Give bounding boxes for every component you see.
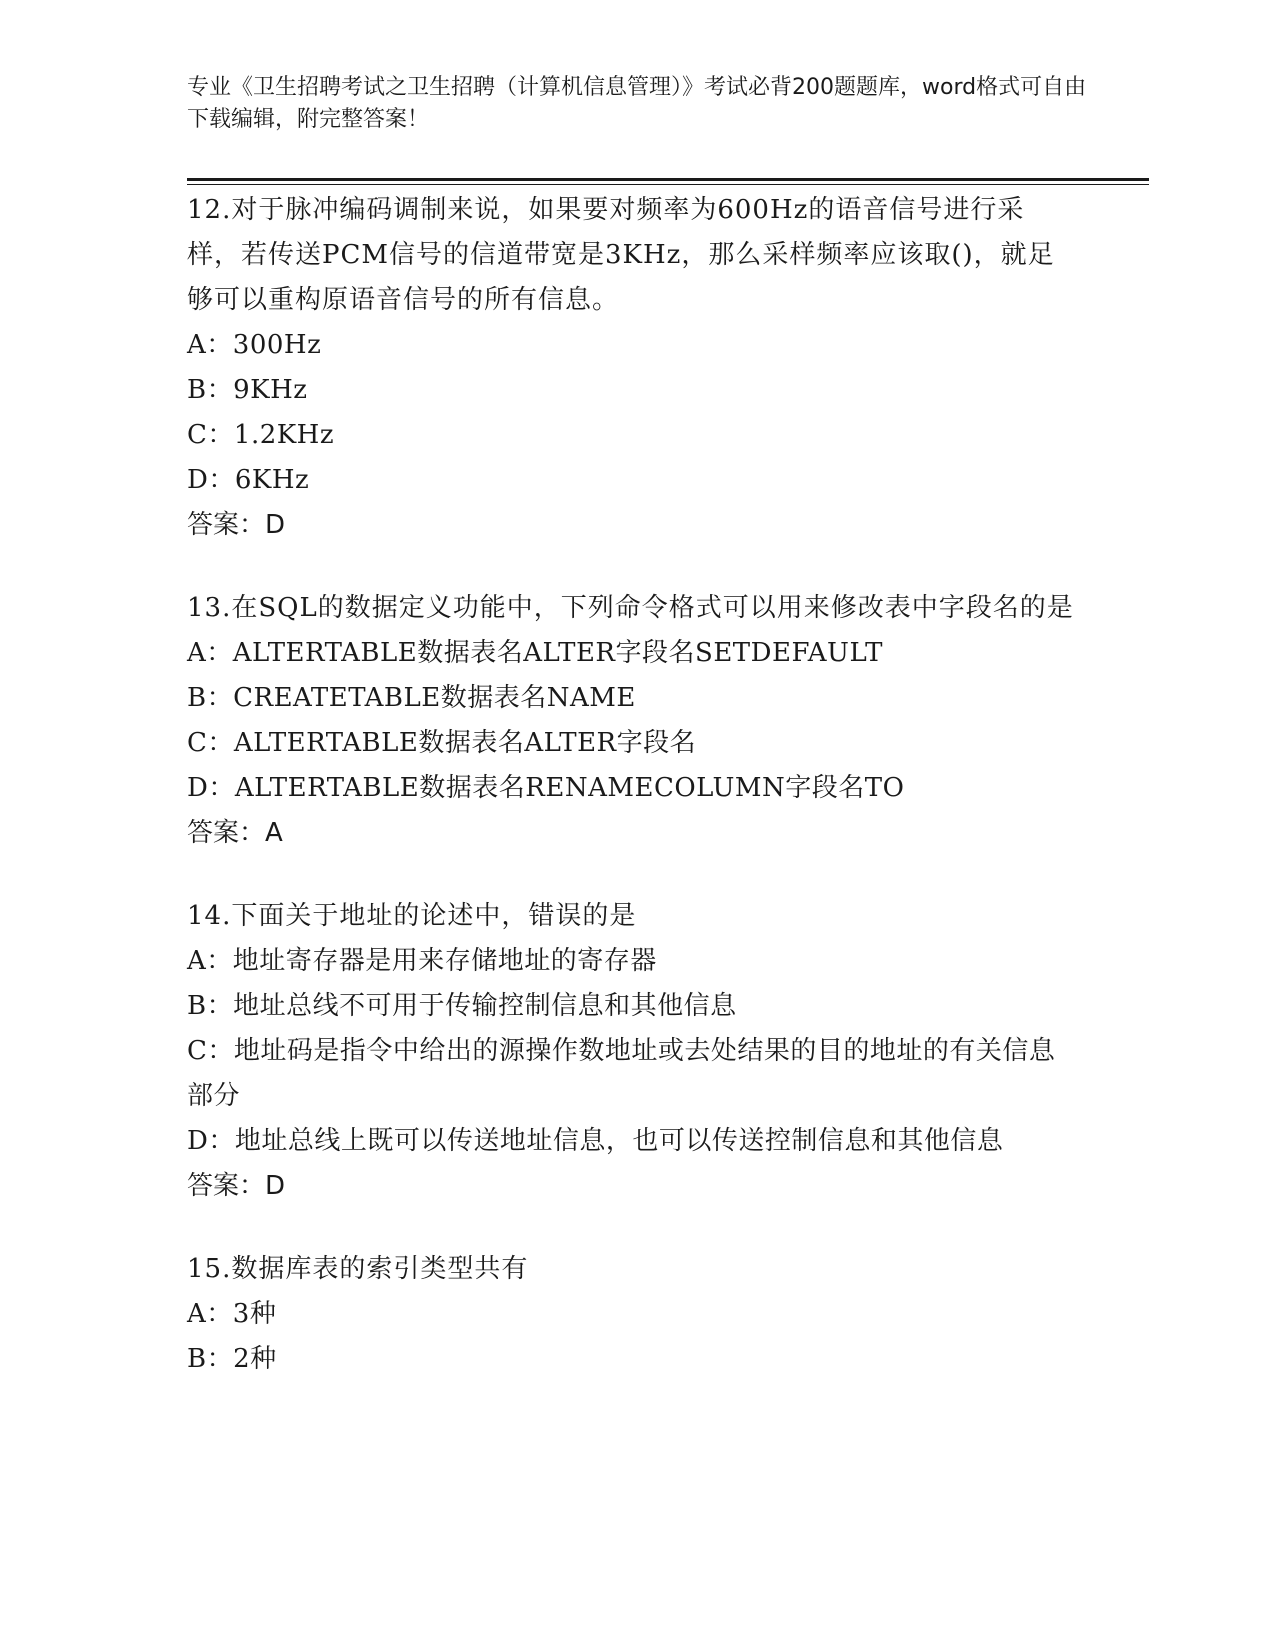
question-text: 15.数据库表的索引类型共有 (187, 1254, 529, 1284)
option-c (187, 1029, 1077, 1119)
question-text: 14.下面关于地址的论述中，错误的是 (187, 901, 637, 931)
question-list (187, 188, 1077, 1420)
option-a (187, 1292, 1077, 1337)
option-label: B： (187, 991, 234, 1021)
option-label: B： (187, 683, 234, 713)
question-text: 12.对于脉冲编码调制来说，如果要对频率为600Hz的语音信号进行采样，若传送PCM信号的信道带宽是3KHz，那么采样频率应该取()，就足够可以重构原语音信号的所有信息。 (187, 195, 1055, 315)
option-label: C： (187, 728, 234, 758)
option-b (187, 1337, 1077, 1382)
question-14 (187, 894, 1077, 1209)
option-label: C： (187, 1036, 234, 1066)
option-text: 地址码是指令中给出的源操作数地址或去处结果的目的地址的有关信息部分 (187, 1036, 1056, 1111)
option-text: 地址寄存器是用来存储地址的寄存器 (232, 946, 657, 976)
option-text: 1.2KHz (233, 420, 335, 450)
header-divider-thin (187, 184, 1149, 185)
option-label: B： (187, 1344, 234, 1374)
option-label: D： (187, 773, 235, 803)
option-text: ALTERTABLE数据表名ALTER字段名 (233, 728, 697, 758)
option-d (187, 766, 1077, 811)
option-b (187, 368, 1077, 413)
question-15 (187, 1247, 1077, 1382)
question-text: 13.在SQL的数据定义功能中，下列命令格式可以用来修改表中字段名的是 (187, 593, 1074, 623)
answer-line: 答案：D (187, 510, 286, 540)
option-label: A： (187, 1299, 233, 1329)
option-d (187, 1119, 1077, 1164)
option-text: 地址总线不可用于传输控制信息和其他信息 (233, 991, 737, 1021)
answer-line: 答案：D (187, 1171, 286, 1201)
header-divider-thick (187, 178, 1149, 181)
question-12 (187, 188, 1077, 548)
option-b (187, 984, 1077, 1029)
option-label: B： (187, 375, 234, 405)
option-text: 地址总线上既可以传送地址信息，也可以传送控制信息和其他信息 (234, 1126, 1004, 1156)
option-b (187, 676, 1077, 721)
option-label: A： (187, 330, 233, 360)
option-c (187, 721, 1077, 766)
option-text: ALTERTABLE数据表名RENAMECOLUMN字段名TO (234, 773, 905, 803)
option-d (187, 458, 1077, 503)
option-label: D： (187, 465, 235, 495)
option-label: A： (187, 638, 233, 668)
option-label: D： (187, 1126, 235, 1156)
answer-line: 答案：A (187, 818, 283, 848)
option-label: C： (187, 420, 234, 450)
option-text: CREATETABLE数据表名NAME (233, 683, 636, 713)
option-text: 2种 (233, 1344, 277, 1374)
option-a (187, 323, 1077, 368)
option-a (187, 939, 1077, 984)
option-c (187, 413, 1077, 458)
option-text: 6KHz (234, 465, 310, 495)
option-text: 9KHz (233, 375, 308, 405)
option-text: 3种 (232, 1299, 277, 1329)
option-text: 300Hz (232, 330, 322, 360)
option-label: A： (187, 946, 233, 976)
page-header: 专业《卫生招聘考试之卫生招聘（计算机信息管理）》考试必背200题题库，word格式可自由下载编辑，附完整答案！ (187, 75, 1087, 132)
option-text: ALTERTABLE数据表名ALTER字段名SETDEFAULT (232, 638, 883, 668)
option-a (187, 631, 1077, 676)
question-13 (187, 586, 1077, 856)
